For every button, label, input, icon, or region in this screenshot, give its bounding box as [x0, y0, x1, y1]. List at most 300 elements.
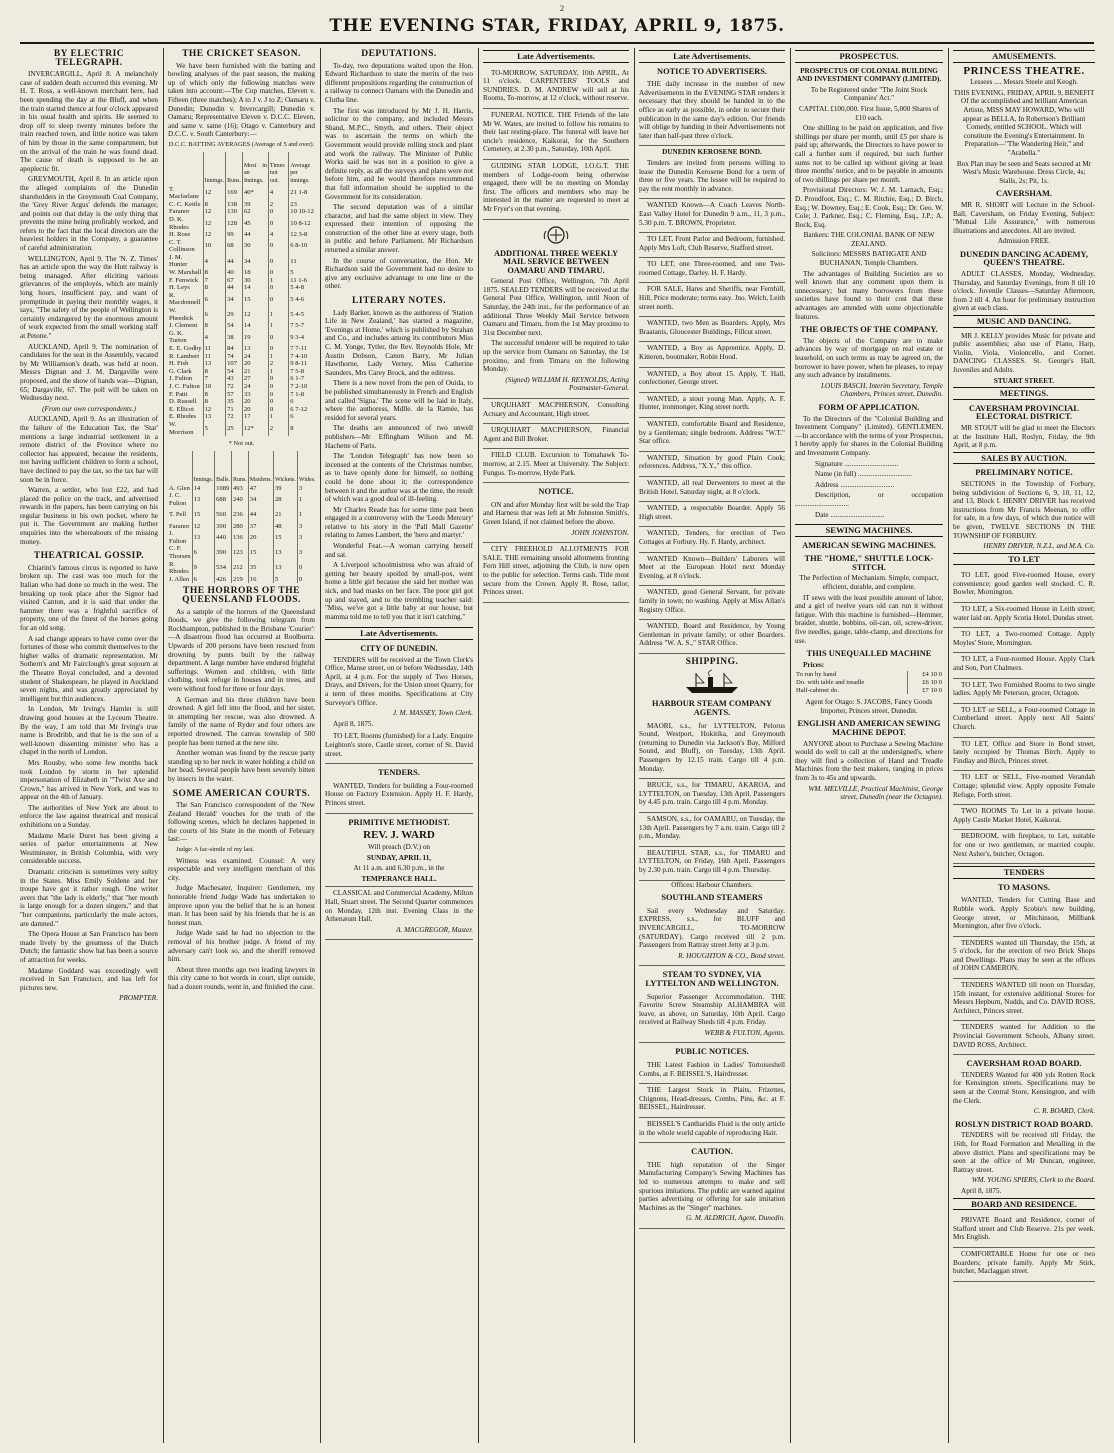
english-signature: WM. MELVILLE, Practical Machinist, George street, Dunedin (near the Octagon).: [808, 784, 943, 802]
batting-name-cell: Faranor: [169, 208, 190, 216]
batting-name-cell: D. K. Rhodes: [169, 215, 189, 231]
batting-value-cell: 2: [268, 360, 288, 368]
form-field-label: Date ..............................: [815, 510, 885, 519]
batting-value-cell: 7 5-7: [289, 322, 315, 330]
batting-row: [168, 239, 315, 254]
batting-value-cell: 11: [289, 254, 315, 269]
bowling-value-cell: 426: [215, 576, 232, 584]
bowling-value-cell: 390: [215, 523, 232, 531]
batting-value-cell: 0: [268, 284, 288, 292]
form-heading: FORM OF APPLICATION.: [818, 402, 920, 412]
classical-ad: [325, 886, 473, 940]
ad-text: COMFORTABLE Home for one or two Boarders; private family. Apply Mr Stirk, butcher, Maclaggan street.: [953, 1249, 1095, 1276]
english-text: ANYONE about to Purchase a Sewing Machine would do well to call at the undersigned's, where they will find a collection of Hand and Treadle Machines from the best makers, ranging in prices from 3s to 45s and upwards.: [795, 739, 943, 782]
bowling-value-cell: 123: [231, 545, 248, 560]
deputations-paragraph: The second deputation was of a similar character, and had the same object in view. They expressed their intention of opposing the construction of the other line at every stage, both in public and before Parliament. Mr Richardson returned a similar answer.: [325, 203, 473, 255]
batting-value-cell: 44: [226, 284, 243, 292]
batting-value-cell: 30: [242, 277, 268, 285]
bowling-value-cell: 688: [215, 492, 232, 507]
bowling-value-cell: 15: [248, 545, 273, 560]
telegraph-item: WELLINGTON, April 9. The 'N. Z. Times' has an article upon the way the Hutt railway is being managed. After eliciting various grievances of the employés, which are mainly long hours, insufficient pay, and want of promptitude in paying their monthly wages, it says, "The safety of the people of Wellington is certainly endangered by the enormous amount of work expected from the small working staff at Petone.": [20, 254, 158, 340]
batting-value-cell: 7 2-10: [289, 383, 315, 391]
methodist-heading: PRIMITIVE METHODIST.: [348, 817, 450, 827]
ad-text: TO LET, good Five-roomed House, every convenience; good garden well stocked. C. R. Bowler, Mornington.: [953, 571, 1095, 597]
princess-heading: PRINCESS THEATRE.: [963, 64, 1085, 77]
steam-heading: STEAM TO SYDNEY, VIA LYTTELTON AND WELLINGTON.: [645, 970, 779, 988]
batting-name-cell: H. Leys: [169, 284, 190, 292]
batting-name-cell: C. T. Collinson: [169, 238, 195, 254]
column-rule: [948, 48, 949, 1443]
ad-text: TENDERS wanted till Thursday, the 15th, at 5 o'clock, for the erection of two Brick Shops and Dwellings. Plans may be seen at the offices of JOHN CAMERON.: [953, 938, 1095, 973]
batting-value-cell: 1: [268, 353, 288, 361]
methodist-line: Will preach (D.V.) on: [367, 843, 431, 852]
batting-value-cell: 1: [268, 368, 288, 376]
bowling-value-cell: 6: [192, 545, 215, 560]
batting-value-cell: 0: [268, 406, 288, 414]
batting-row: [168, 284, 315, 292]
batting-value-cell: 2: [268, 201, 288, 209]
deputations-paragraph: In the course of conversation, the Hon. Mr Richardson said the Government had no desire to give any exclusive advantage to one line or the other.: [325, 256, 473, 291]
column-rule: [320, 48, 321, 1443]
batting-header-cell: Innings.: [203, 152, 226, 186]
batting-value-cell: 9 3-4: [289, 330, 315, 345]
batting-value-cell: 11: [203, 353, 226, 361]
bowling-value-cell: 44: [248, 508, 273, 523]
ad-text: TO LET, a Six-roomed House in Leith street; water laid on. Apply Scotia Hotel, Dundas street.: [953, 605, 1095, 622]
batting-header-cell: Average per innings.: [289, 152, 315, 186]
batting-row: [168, 208, 315, 216]
batting-value-cell: 21 1-8: [289, 186, 315, 201]
masons-heading: TO MASONS.: [998, 882, 1050, 892]
courts-paragraph: Judge Machesater, Inquirer: Gentlemen, my honorable friend Judge Wade has undertaken to improve upon you the belief that he is an honest man. It has been said by his friends that he is an honest man.: [168, 884, 315, 927]
bowling-value-cell: 28: [273, 492, 297, 507]
unequalled-heading: THIS UNEQUALLED MACHINE: [806, 649, 932, 659]
classified-ad: [639, 477, 785, 502]
telegraph-item: GREYMOUTH, April 8. In an article upon the alleged complaints of the Dunedin shareholders in the Greymouth Coal Company, the 'Grey River Argus' defends the manager, and points out that delay is the only thing that prevents the mine being profitably worked, and refers to the fact that the local directors are the heaviest holders in the Company, a guarantee of careful administration.: [20, 175, 158, 253]
bowling-value-cell: 12: [192, 523, 215, 531]
batting-row: [168, 277, 315, 285]
batting-value-cell: 57: [226, 391, 243, 399]
batting-value-cell: 20: [242, 360, 268, 368]
ad-text: THE Largest Stock in Plaits, Frizettes, Chignons, Head-dresses, Combs, Pins, &c. at F. BEISSEL, Hairdresser.: [639, 1086, 785, 1112]
batting-value-cell: 1: [268, 413, 288, 421]
ad-text: Tenders are invited from persons willing to lease the Dunedin Kerosene Bond for a term of three or five years. The lessee will be required to pay the rent monthly in advance.: [639, 158, 785, 193]
bowling-name-cell: T. Pell: [169, 511, 187, 519]
literary-paragraph: A Liverpool schoolmistress who was afraid of getting her beauty spoiled by small-pox, went home a little girl because she said her mother was sick, and had masks on her face. The poor girl got up and stayed, and to the trembling teacher said: "Miss, we've got a little baby at our house, but mamma told me to tell you that it isn't catching.": [325, 561, 473, 621]
tenders-city-date: April 8, 1875.: [333, 719, 374, 728]
form-text: To the Directors of the "Colonial Building and Investment Company" (Limited). GENTLEMEN,—In accordance with the terms of your Prospectus, I hereby apply for shares in the Colonial Building and Investment Company.: [795, 414, 943, 457]
trap-notice: [483, 499, 629, 543]
bowling-value-cell: 13: [192, 530, 215, 545]
bowling-value-cell: 493: [231, 485, 248, 493]
classified-ad: [639, 393, 785, 418]
bowling-header-row: [168, 451, 315, 485]
bowling-value-cell: 534: [215, 561, 232, 576]
bowling-value-cell: 136: [231, 530, 248, 545]
horrors-paragraph: As a sample of the horrors of the Queensland floods, we give the following telegram from Rockhampton, published in the Brisbane 'Courier':—A disastrous flood has occurred at Roolburra. Upwards of 200 persons have been rescued from drowning by punts built by the railway department. A large number have endured frightful sufferings. Women and children, with little clothing, took refuge in houses and in trees, and were without food for three or four days.: [168, 607, 315, 693]
batting-row: [168, 345, 315, 353]
price-row: [795, 671, 943, 679]
cricket-intro: We have been furnished with the batting and bowling analyses of the past season, the making up of which only the following matches were taken into account:—The Cup matches, Eleven v. Fifteen (three matches); A to J v. J to Z; Oamaru v. Dunedin; Dunedin v. Invercargill; Dunedin v. Oamaru; Representative Eleven v. D.C.C. Eleven, and same v. same (16); Otago v. Canterbury and D.C.C. v. South Canterbury:—: [168, 61, 315, 139]
bowling-value-cell: 39: [273, 485, 297, 493]
bowling-value-cell: 280: [231, 523, 248, 531]
bowling-row: [168, 576, 315, 584]
batting-row: [168, 368, 315, 376]
roslyn-text: TENDERS will be received till Friday, the 16th, for Road Formation and Metalling in the above district. Plans and specifications may be seen at the office of Mr Duncan, engineer, Rattray street.: [953, 1131, 1095, 1174]
bowling-header-cell: [168, 451, 192, 485]
batting-value-cell: 33: [242, 391, 268, 399]
batting-value-cell: 13: [242, 345, 268, 353]
tolet-ad: [953, 569, 1095, 603]
correspondent-item: AUCKLAND, April 9. As an illustration of the failure of the Education Tax, the 'Star' mentions a large industrial settlement in a remote district of the Province where no collector has appeared, because the residents, not having sufficient children to form a school, have declined to pay the tax, so the tax bar will soon be in force.: [20, 415, 158, 484]
bowling-name-cell: J. C. Fulton: [169, 492, 187, 507]
batting-value-cell: 6: [203, 307, 226, 322]
batting-value-cell: 30: [242, 239, 268, 254]
batting-value-cell: 12: [203, 208, 226, 216]
batting-value-cell: 25: [226, 421, 243, 436]
batting-value-cell: 13: [203, 413, 226, 421]
batting-value-cell: 68: [226, 239, 243, 254]
deputations-paragraph: To-day, two deputations waited upon the Hon. Edward Richardson to state the merits of the two different propositions regarding the construction of a railway to connect Oamaru with the Dunedin and Clutha line.: [325, 61, 473, 104]
classical-signature: A. MACGREGOR, Master.: [396, 925, 473, 934]
tender-ad: [953, 979, 1095, 1021]
bowling-name-cell: Faranor: [169, 522, 190, 530]
bowling-value-cell: 35: [248, 561, 273, 576]
methodist-line: TEMPERANCE HALL.: [361, 874, 437, 883]
batting-value-cell: 12: [242, 307, 268, 322]
column-3: [325, 48, 473, 1443]
ad-text: WANTED, two Men as Boarders. Apply, Mrs Braatanis, Gloucester Buildings, Fillcut street.: [639, 319, 785, 336]
late-ads-heading: Late Advertisements.: [325, 627, 473, 640]
tolet-ad: [953, 771, 1095, 805]
tender-ad: [953, 1021, 1095, 1055]
field-club-ad: [483, 449, 629, 483]
batting-value-cell: 19: [242, 330, 268, 345]
batting-value-cell: 0: [268, 398, 288, 406]
tenders-ad: [325, 780, 473, 814]
literary-paragraph: Wonderful Feat.—A woman carrying herself and sat.: [325, 542, 473, 559]
batting-row: [168, 353, 315, 361]
batting-value-cell: 44: [226, 254, 243, 269]
batting-row: [168, 201, 315, 209]
theatrical-item: In London, Mr Irving's Hamlet is still drawing good houses at the Lyceum Theatre. By the way, I am told that Mr Irving's true name is Brodribb, and that he is the son of a well-known dissenting minister who has a chapel in the north of London.: [20, 705, 158, 757]
classified-ad: [639, 368, 785, 393]
batting-value-cell: 8: [203, 201, 226, 209]
bowling-value-cell: 48: [273, 523, 297, 531]
public-notice: [639, 1059, 785, 1084]
batting-row: [168, 254, 315, 269]
mail-service-notice: [483, 220, 629, 400]
ad-text: TO LET, Front Parlor and Bedroom, furnished. Apply Mrs Loft, Club Reserve, Stafford street.: [639, 235, 785, 252]
ad-text: FOR SALE, Hares and Sheriffs, near Fernhill, Hill, Price moderate; terms easy. Jno. Welch, Leith street north.: [639, 285, 785, 311]
batting-value-cell: 7: [203, 375, 226, 383]
courts-paragraph: Witness was examined. Counsel: A very respectable and very intelligent merchant of this city.: [168, 856, 315, 882]
batting-name-cell: E. E. Godby: [169, 345, 202, 352]
batting-value-cell: 1: [268, 322, 288, 330]
bowling-row: [168, 561, 315, 576]
meeting-title: CAVERSHAM PROVINCIAL ELECTORAL DISTRICT.: [969, 403, 1079, 422]
telegraph-heading: BY ELECTRIC TELEGRAPH.: [53, 49, 125, 68]
prelim-heading: PRELIMINARY NOTICE.: [975, 468, 1073, 478]
secretary-signature: LOUIS BASCH, Interim Secretary, Temple Chambers, Princes street, Dunedin.: [820, 381, 943, 399]
batting-value-cell: 6 1-7: [289, 375, 315, 383]
batting-value-cell: 7 4-10: [289, 353, 315, 361]
batting-name-cell: C. C. Kettle: [169, 200, 201, 208]
board-ad: [953, 1248, 1095, 1282]
ad-text: BEAUTIFUL STAR, s.s., for TIMARU and LYTTELTON, on Friday, 16th April. Passengers by 2.30 p.m. train. Cargo till 4 p.m. Thursday.: [639, 848, 785, 874]
bowling-value-cell: 37: [248, 523, 273, 531]
batting-value-cell: 0: [268, 345, 288, 353]
steam-ad: [639, 991, 785, 1044]
bowling-value-cell: 212: [231, 561, 248, 576]
telegraph-item: AUCKLAND, April 9. The nomination of candidates for the seat in the Assembly, vacated by Mr Williamson's death, was held at noon. Messrs Dignan and J. M. Dargaville were proposed, and the show of hands was—Dignan, 65; Dargaville, 67. The poll will be taken on Wednesday next.: [20, 342, 158, 403]
theatrical-item: Mrs Rousby, who some few months back took London by storm in her splendid impersonation of Elizabeth in "'Twixt Axe and Crown," has arrived in New York, and was to appear on the 4th of January.: [20, 758, 158, 802]
ad-signature: G. M. ALDRICH, Agent, Dunedin.: [686, 1214, 785, 1223]
board-heading: BOARD AND RESIDENCE.: [953, 1198, 1095, 1211]
batting-row: [168, 391, 315, 399]
shipping-heading: SHIPPING.: [685, 656, 739, 667]
batting-value-cell: 38: [226, 330, 243, 345]
batting-value-cell: 1: [268, 277, 288, 285]
prospectus-subtitle: PROSPECTUS OF COLONIAL BUILDING AND INVESTMENT COMPANY (LIMITED).: [796, 66, 942, 84]
prospectus-paragraph: Bankers: THE COLONIAL BANK OF NEW ZEALAND.: [803, 231, 935, 248]
column-2: [168, 48, 315, 1443]
bowling-value-cell: 240: [231, 492, 248, 507]
bowling-row: [168, 492, 315, 507]
princess-box: Box Plan may be seen and Seats secured at Mr West's Music Warehouse. Dress Circle, 4s; Stalls, 2s; Pit, 1s.: [956, 159, 1092, 185]
bowling-value-cell: 15: [192, 508, 215, 523]
batting-row: [168, 398, 315, 406]
batting-value-cell: 1: [268, 307, 288, 322]
batting-row: [168, 292, 315, 307]
theatrical-item: Madame Marie Duret has been giving a series of parlor entertainments at New Westminster, in British Columbia, with very considerable success.: [20, 831, 158, 866]
ad-text: TO LET or SELL, Five-roomed Verandah Cottage; splendid view. Apply opposite Female Refuge, Forth street.: [953, 773, 1095, 799]
batting-value-cell: 15: [242, 292, 268, 307]
batting-value-cell: 12*: [242, 421, 268, 436]
classified-ad: [639, 283, 785, 317]
batting-value-cell: 4: [203, 330, 226, 345]
literary-paragraph: The deaths are announced of two unwell publishers—Mr Effingham Wilson and M. Hachette of Paris.: [325, 424, 473, 450]
bowling-body: [168, 485, 315, 584]
prices-table: [795, 671, 943, 694]
batting-name-cell: R. Lambert: [169, 352, 200, 360]
batting-value-cell: 21: [242, 368, 268, 376]
bowling-row: [168, 508, 315, 523]
tolet-list: [953, 569, 1095, 864]
classified-ad: [639, 199, 785, 233]
batting-value-cell: 20: [242, 406, 268, 414]
ad-text: WANTED Known—A Coach Leaves North-East Valley Hotel for Dunedin 9 a.m., 11, 3 p.m., 5.30 p.m. T. BROWN, Proprietor.: [639, 201, 785, 227]
ad-text: WANTED Known—Builders' Laborers will Meet at the European Hotel next Monday Evening, at 8 o'clock.: [639, 554, 785, 580]
batting-row: [168, 413, 315, 421]
batting-value-cell: 7 5-8: [289, 368, 315, 376]
bowling-value-cell: 14: [192, 485, 215, 493]
literary-paragraph: There is a new novel from the pen of Ouida, to be published simultaneously in French and English and called 'Signa.' The scene will be laid in Italy, where the authoress, Mdlle. de la Ramée, has resided for several years.: [325, 379, 473, 422]
batting-value-cell: 107: [226, 360, 243, 368]
column-1: [20, 48, 158, 1443]
batting-value-cell: 17: [242, 413, 268, 421]
batting-value-cell: 2: [268, 421, 288, 436]
english-heading: ENGLISH AND AMERICAN SEWING MACHINE DEPOT.: [797, 719, 941, 737]
ad-text: WANTED, Board and Residence, by Young Gentleman in private family; or other Boarders. Address "W. A. S.," STAR Office.: [639, 622, 785, 648]
masthead: [20, 4, 1094, 44]
cricket-heading: THE CRICKET SEASON.: [182, 49, 301, 59]
bowling-value-cell: 3: [297, 545, 315, 560]
literary-paragraph: Lady Barker, known as the authoress of 'Station Life in New Zealand,' has started a magazine, 'Evenings at Home,' which is published by Strahan and Co., and includes among its contributors Miss C. M. Yonge, Tytler, the Rev. Reynolds Hole, Mr Austin Dobson, Canon Barry, Mr Julian Hawthorne, Lady Verney, Miss Catherine Saunders, Mrs Carey Brock, and the editress.: [325, 308, 473, 377]
deputations-paragraph: The first was introduced by Mr J. H. Harris, solicitor to the company, and included Messrs Shand, M.P.C., Smyth, and others. Their object was to ascertain the terms on which the Government would provide rolling stock and plant and work the railway. The Minister of Public Works said he was not in a position to give a definite reply, as all the surveys and plans were not before him, and he would therefore recommend that full information should be supplied to the Government for its consideration.: [325, 106, 473, 201]
batting-value-cell: 5: [203, 421, 226, 436]
batting-value-cell: 10: [203, 239, 226, 254]
southland-heading: SOUTHLAND STEAMERS: [661, 893, 763, 903]
bowling-value-cell: 5: [273, 576, 297, 584]
roslyn-signature: WM. YOUNG SPIERS, Clerk to the Board.: [971, 1176, 1095, 1185]
classified-ad: [639, 452, 785, 477]
batting-value-cell: 0: [268, 269, 288, 277]
tolet-ad: [953, 704, 1095, 738]
batting-row: [168, 322, 315, 330]
ad-text: WANTED, all real Derwenters to meet at the British Hotel, Saturday night, at 8 o'clock.: [639, 478, 785, 496]
tolet-ad: [953, 679, 1095, 704]
tenders-text: WANTED, Tenders for building a Four-roomed House on Factory Extension. Apply H. F. Hardy, Princes street.: [325, 781, 473, 807]
shipping-ad: [639, 720, 785, 780]
sales-heading: SALES BY AUCTION.: [953, 452, 1095, 465]
caversham-road-signature: C. R. BOARD, Clerk.: [1033, 1107, 1095, 1116]
batting-name-cell: T. Macfarlane: [169, 185, 200, 201]
tolet-heading: TO LET: [953, 553, 1095, 566]
bowling-value-cell: 1089: [215, 485, 232, 493]
column-rule: [478, 48, 479, 1443]
form-fields: [795, 460, 943, 520]
batting-row: [168, 421, 315, 436]
bowling-value-cell: 0: [297, 576, 315, 584]
batting-value-cell: 0: [268, 391, 288, 399]
royal-arms-icon: [541, 225, 571, 245]
deputations-heading: DEPUTATIONS.: [361, 49, 437, 59]
bowling-value-cell: 21: [273, 508, 297, 523]
literary-paragraph: The 'London Telegraph' has now been so incensed at the contents of the Christmas number, as to have openly done for himself, so nothing could be done about it; the correspondence between it and the author was at the time, the result of which was a good deal of ill-feeling.: [325, 452, 473, 504]
ad-text: WANTED, a Boy about 15. Apply, T. Hall, confectioner, George street.: [639, 369, 785, 387]
batting-value-cell: 54: [226, 368, 243, 376]
batting-value-cell: 128: [226, 216, 243, 231]
batting-value-cell: 130: [226, 208, 243, 216]
bowling-name-cell: J. Fulton: [169, 530, 187, 545]
tenders-city-text: TENDERS will be received at the Town Clerk's Office, Manse street, on or before Wednesday, 14th April, at 4 p.m. For the supply of Two Horses, Drays, and Drivers, for the Union street Quarry, for a term of three months. Specifications at City Surveyor's Office.: [325, 655, 473, 707]
batting-value-cell: 6 7-12: [289, 406, 315, 414]
tolet-ad: [953, 805, 1095, 830]
ad-text: MAORI, s.s., for LYTTELTON, Pelorus Sound, Westport, Hokitika, and Greymouth (returning to Dunedin via Jackson's Bay, Milford Sound, and Bluff), on Tuesday, 13th April. Passengers by 12.15 train. Cargo till 4 p.m. Monday.: [639, 721, 785, 773]
batting-value-cell: 11 1-6: [289, 277, 315, 285]
batting-value-cell: 6: [289, 398, 315, 406]
ad-text: FIELD CLUB. Excursion to Tomahawk To-morrow, at 2.15. Meet at University. The Subject: Fungus. To-morrow, Hyde Park.: [483, 451, 629, 477]
batting-value-cell: 40*: [242, 186, 268, 201]
column-5: [639, 48, 785, 1443]
batting-value-cell: 0: [268, 330, 288, 345]
bowling-value-cell: 3: [297, 485, 315, 493]
tenders-list: [953, 894, 1095, 1055]
batting-value-cell: 12: [203, 406, 226, 414]
lodge-notice: [483, 160, 629, 220]
classified-ad: [639, 586, 785, 620]
bowling-row: [168, 523, 315, 531]
prospectus-paragraph: Provisional Directors: W. J. M. Larnach, Esq.; D. Proudfoot, Esq.; C. M. Ritchie, Esq.; D. Birch, Esq.; W. Downey, Esq.; E. Cook, Esq.; Dr. Geo. W. Cole; J. Parkner, Esq.; C. Fleming, Esq., J.P.; A. Bock, Esq.: [795, 186, 943, 229]
batting-value-cell: 138: [226, 201, 243, 209]
bowling-value-cell: 47: [248, 485, 273, 493]
bowling-value-cell: 9: [192, 561, 215, 576]
batting-value-cell: 0: [268, 208, 288, 216]
roslyn-heading: ROSLYN DISTRICT ROAD BOARD.: [955, 1119, 1093, 1129]
ad-text: TENDERS wanted for Addition to the Provincial Government Schools, Albany street. DAVID ROSS, Architect.: [953, 1023, 1095, 1049]
theatrical-signature: PROMPTER.: [119, 994, 158, 1003]
batting-value-cell: 8: [203, 368, 226, 376]
ad-text: TWO ROOMS To Let in a private house. Apply Castle Market Hotel, Kaikorai.: [953, 807, 1095, 824]
board-ad: [953, 1214, 1095, 1248]
batting-value-cell: 4: [268, 186, 288, 201]
capital-line: CAPITAL £100,000. First Issue, 5,000 Shares of £10 each.: [798, 104, 940, 122]
shipping-ad: [639, 813, 785, 847]
batting-name-cell: R. Macdonnell: [169, 291, 201, 307]
tenders-heading: TENDERS.: [378, 768, 420, 778]
ad-signature: JOHN JOHNSTON.: [571, 528, 629, 537]
bowling-value-cell: 1: [297, 492, 315, 507]
form-field-label: Signature ..............................: [815, 459, 899, 468]
bowling-row: [168, 545, 315, 560]
theatrical-item: A sad change appears to have come over the fortunes of those who commit themselves to the higher walks of dramatic representation. Mr Sothern's and Mr Fairclough's great sojourn at the Theatre Royal concluded, and a devoted student of Shakespeare, he played in Auckland seven nights, and was greatly appreciated by intelligent but thin audiences.: [20, 634, 158, 703]
bowling-value-cell: 15: [273, 530, 297, 545]
batting-value-cell: 169: [226, 186, 243, 201]
batting-value-cell: 34: [242, 254, 268, 269]
batting-value-cell: 39: [242, 201, 268, 209]
batting-value-cell: 35: [226, 398, 243, 406]
bowling-header-cell: Wides.: [297, 451, 315, 485]
prospectus-paragraph: The objects of the Company are to make advances by way of mortgage on real estate or leasehold, on such terms as may be agreed on, the borrower to have power, when he pleases, to repay any such advance by instalments.: [795, 336, 943, 380]
classified-ad: [639, 233, 785, 258]
bowling-name-cell: A. Glen: [169, 484, 190, 492]
home-heading: THE "HOME," SHUTTLE LOCK-STITCH.: [804, 554, 934, 572]
ad-text: WANTED, good General Servant, for private family in town; no washing. Apply at Miss Allan's Registry Office.: [639, 588, 785, 614]
kerosene-ad: [639, 146, 785, 199]
batting-row: [168, 186, 315, 201]
batting-name-cell: G. Clark: [169, 367, 192, 375]
batting-value-cell: 0: [268, 254, 288, 269]
ad-text: WANTED, a stout young Man. Apply, A. F. Hunter, ironmonger, King street north.: [639, 394, 785, 412]
public-notices-heading: PUBLIC NOTICES.: [675, 1047, 749, 1057]
theatrical-item: Madame Goddard was exceedingly well received in San Francisco, and has left for pictures new.: [20, 966, 158, 992]
ad-text: BEISSEL'S Cantharidis Fluid is the only article in the whole world capable of reproducing Hair.: [639, 1120, 785, 1137]
batting-value-cell: 67: [226, 277, 243, 285]
prospectus-paragraph: The advantages of Building Societies are so well known that any comment upon them is unnecessary; but many borrowers from these societies have found to their cost that these advantages are attended with some objectionable features.: [795, 269, 943, 321]
batting-name-cell: J. Clement: [169, 322, 198, 330]
batting-row: [168, 360, 315, 368]
bowling-value-cell: 1: [297, 508, 315, 523]
batting-header-cell: [168, 152, 203, 186]
bowling-value-cell: 390: [215, 545, 232, 560]
batting-value-cell: 4: [203, 254, 226, 269]
caversham-heading: CAVERSHAM.: [996, 189, 1052, 199]
prelim-text: SECTIONS in the Township of Forbury, being subdivision of Sections 6, 9, 10, 11, 12, and 13, Block I. HENRY DRIVER has received instructions from Mr Francis Meenan, to offer for sale, in a few days, of which due notice will be given, TWELVE SECTIONS IN THE TOWNSHIP OF FORBURY.: [953, 479, 1095, 540]
batting-value-cell: 8: [203, 269, 226, 277]
ad-text: GUIDING STAR LODGE, I.O.G.T. THE members of Lodge-room being otherwise engaged, there will be no meeting on Monday first. The officers and members who may be interested in the matter are requested to meet at Mr Fryer's on that evening.: [483, 161, 629, 213]
bowling-value-cell: 560: [215, 508, 232, 523]
price-value: £4 10 0: [908, 671, 943, 679]
ad-text: TENDERS WANTED till noon on Thursday, 15th instant, for extensive additional Stores for Messrs Hepburn, Nudds, and Co. DAVID ROSS, Architect, Princes street.: [953, 981, 1095, 1015]
wanted-ads-list: [639, 199, 785, 654]
ad-text: WANTED, Tenders, for erection of Two Cottages at Forbury. Hy. F. Hardy, architect.: [639, 529, 785, 546]
batting-name-cell: E. Ellicot: [169, 405, 194, 413]
board-list: [953, 1214, 1095, 1282]
admission: Admission FREE.: [997, 237, 1051, 246]
batting-value-cell: 6: [203, 292, 226, 307]
telegraph-item: INVERCARGILL, April 8. A melancholy case of sudden death occurred this evening. Mr H. T. Ross, a well-known merchant here, had been spending the day at the Bluff, and when the train started thence at four o'clock appeared in his usual health and spirits. He seemed to drop off to sleep twenty minutes before the train reached town, and little notice was taken of him by those in the same compartment, but on the arrival of the train he was found dead. The cause of death is supposed to be an apoplectic fit.: [20, 70, 158, 173]
